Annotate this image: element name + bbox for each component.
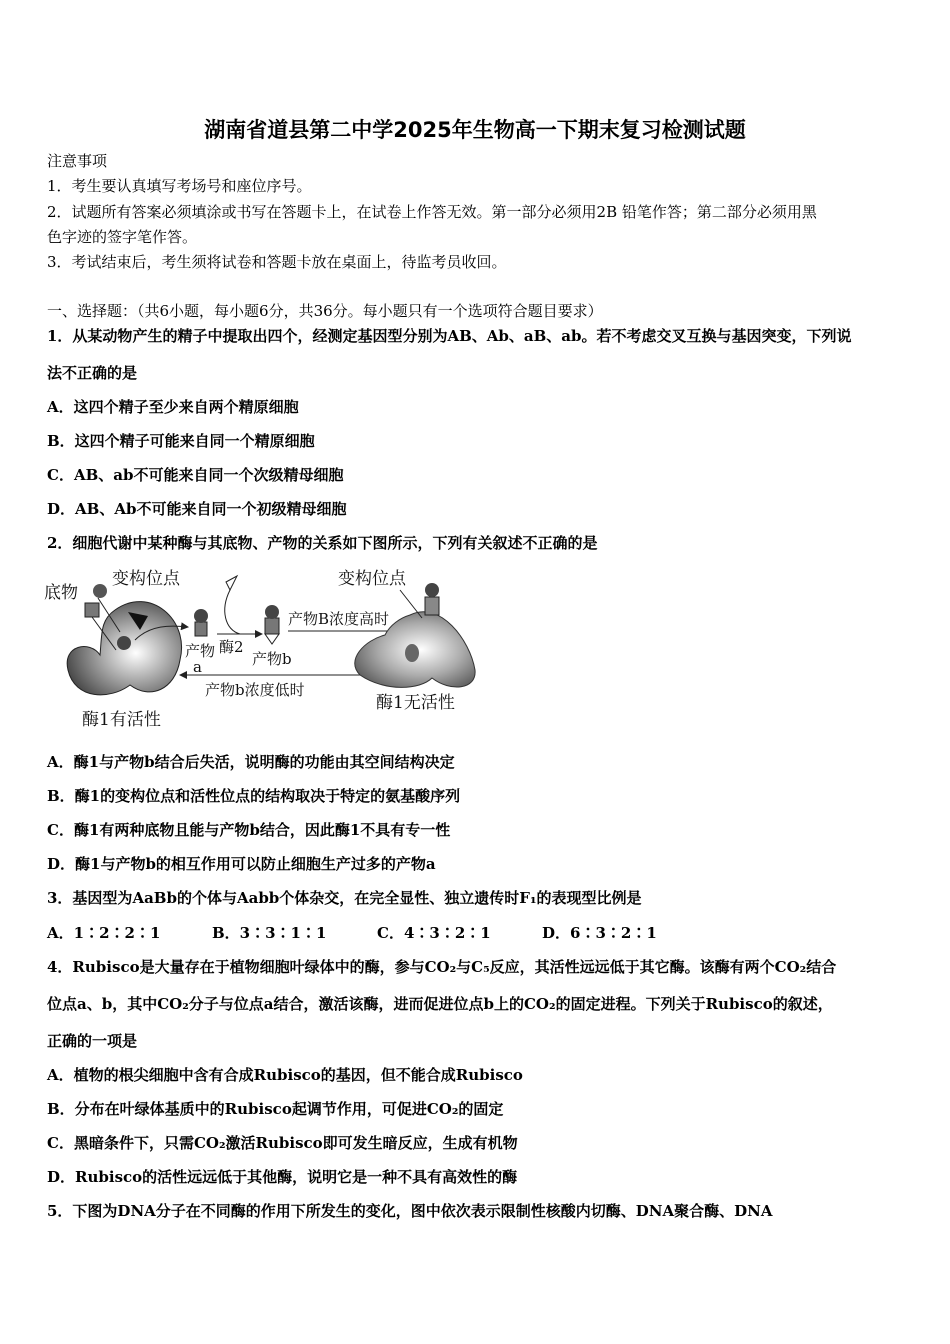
label-substrate: 底物 <box>44 583 78 603</box>
notice-item: 1．考生要认真填写考场号和座位序号。 <box>47 177 312 195</box>
substrate-cube <box>85 603 99 617</box>
enzyme-diagram <box>40 560 480 740</box>
q4-option-b: B．分布在叶绿体基质中的Rubisco起调节作用，可促进CO₂的固定 <box>47 1100 504 1118</box>
notice-item: 2．试题所有答案必须填涂或书写在答题卡上，在试卷上作答无效。第一部分必须用2B 铅笔作答；第二部分必须用黑 <box>47 203 817 221</box>
q2-option-a: A．酶1与产物b结合后失活，说明酶的功能由其空间结构决定 <box>47 753 455 771</box>
q3-stem: 3．基因型为AaBb的个体与Aabb个体杂交，在完全显性、独立遗传时F₁的表现型比例是 <box>47 889 642 907</box>
label-product-a-letter: a <box>193 658 202 676</box>
substrate-ball <box>93 584 107 598</box>
q1-stem: 法不正确的是 <box>47 364 138 382</box>
q4-stem: 正确的一项是 <box>47 1032 138 1050</box>
q3-option-d: D．6∶3∶2∶1 <box>542 924 657 942</box>
q1-option-a: A．这四个精子至少来自两个精原细胞 <box>47 398 299 416</box>
label-product-b: 产物b <box>252 650 292 668</box>
q3-option-c: C．4∶3∶2∶1 <box>377 924 491 942</box>
q3-option-b: B．3∶3∶1∶1 <box>212 924 327 942</box>
page-title: 湖南省道县第二中学2025年生物高一下期末复习检测试题 <box>204 118 746 142</box>
q2-option-d: D．酶1与产物b的相互作用可以防止细胞生产过多的产物a <box>47 855 436 873</box>
notice-item: 3．考试结束后，考生须将试卷和答题卡放在桌面上，待监考员收回。 <box>47 253 507 271</box>
q1-option-b: B．这四个精子可能来自同一个精原细胞 <box>47 432 315 450</box>
label-enzyme1-active: 酶1有活性 <box>82 710 161 730</box>
q2-stem: 2．细胞代谢中某种酶与其底物、产物的关系如下图所示，下列有关叙述不正确的是 <box>47 534 598 552</box>
q1-option-d: D．AB、Ab不可能来自同一个初级精母细胞 <box>47 500 347 518</box>
q4-option-a: A．植物的根尖细胞中含有合成Rubisco的基因，但不能合成Rubisco <box>47 1066 523 1084</box>
label-allosteric-left: 变构位点 <box>112 569 180 589</box>
notice-heading: 注意事项 <box>47 152 108 170</box>
label-enzyme2: 酶2 <box>219 638 244 656</box>
substrate-ball-bound <box>117 636 131 650</box>
label-allosteric-right: 变构位点 <box>338 569 406 589</box>
label-low-concentration: 产物b浓度低时 <box>205 681 305 699</box>
q2-option-c: C．酶1有两种底物且能与产物b结合，因此酶1不具有专一性 <box>47 821 451 839</box>
q4-option-c: C．黑暗条件下，只需CO₂激活Rubisco即可发生暗反应，生成有机物 <box>47 1134 518 1152</box>
label-enzyme1-inactive: 酶1无活性 <box>376 693 455 713</box>
q4-option-d: D．Rubisco的活性远远低于其他酶，说明它是一种不具有高效性的酶 <box>47 1168 518 1186</box>
notice-item: 色字迹的签字笔作答。 <box>47 228 198 246</box>
label-high-concentration: 产物B浓度高时 <box>288 610 390 628</box>
q2-option-b: B．酶1的变构位点和活性位点的结构取决于特定的氨基酸序列 <box>47 787 461 805</box>
q4-stem: 4．Rubisco是大量存在于植物细胞叶绿体中的酶，参与CO₂与C₅反应，其活性远远低于其它酶。该酶有两个CO₂结合 <box>47 958 837 976</box>
q1-stem: 1．从某动物产生的精子中提取出四个，经测定基因型分别为AB、Ab、aB、ab。若不考虑交叉互换与基因突变，下列说 <box>47 327 852 345</box>
section-heading: 一、选择题：（共6小题，每小题6分，共36分。每小题只有一个选项符合题目要求） <box>47 302 603 320</box>
q5-stem: 5．下图为DNA分子在不同酶的作用下所发生的变化，图中依次表示限制性核酸内切酶、DNA聚合酶、DNA <box>47 1202 773 1220</box>
q3-option-a: A．1∶2∶2∶1 <box>47 924 161 942</box>
q4-stem: 位点a、b，其中CO₂分子与位点a结合，激活该酶，进而促进位点b上的CO₂的固定进程。下列关于Rubisco的叙述， <box>47 995 833 1013</box>
q1-option-c: C．AB、ab不可能来自同一个次级精母细胞 <box>47 466 344 484</box>
label-product-a: 产物 <box>185 642 216 660</box>
